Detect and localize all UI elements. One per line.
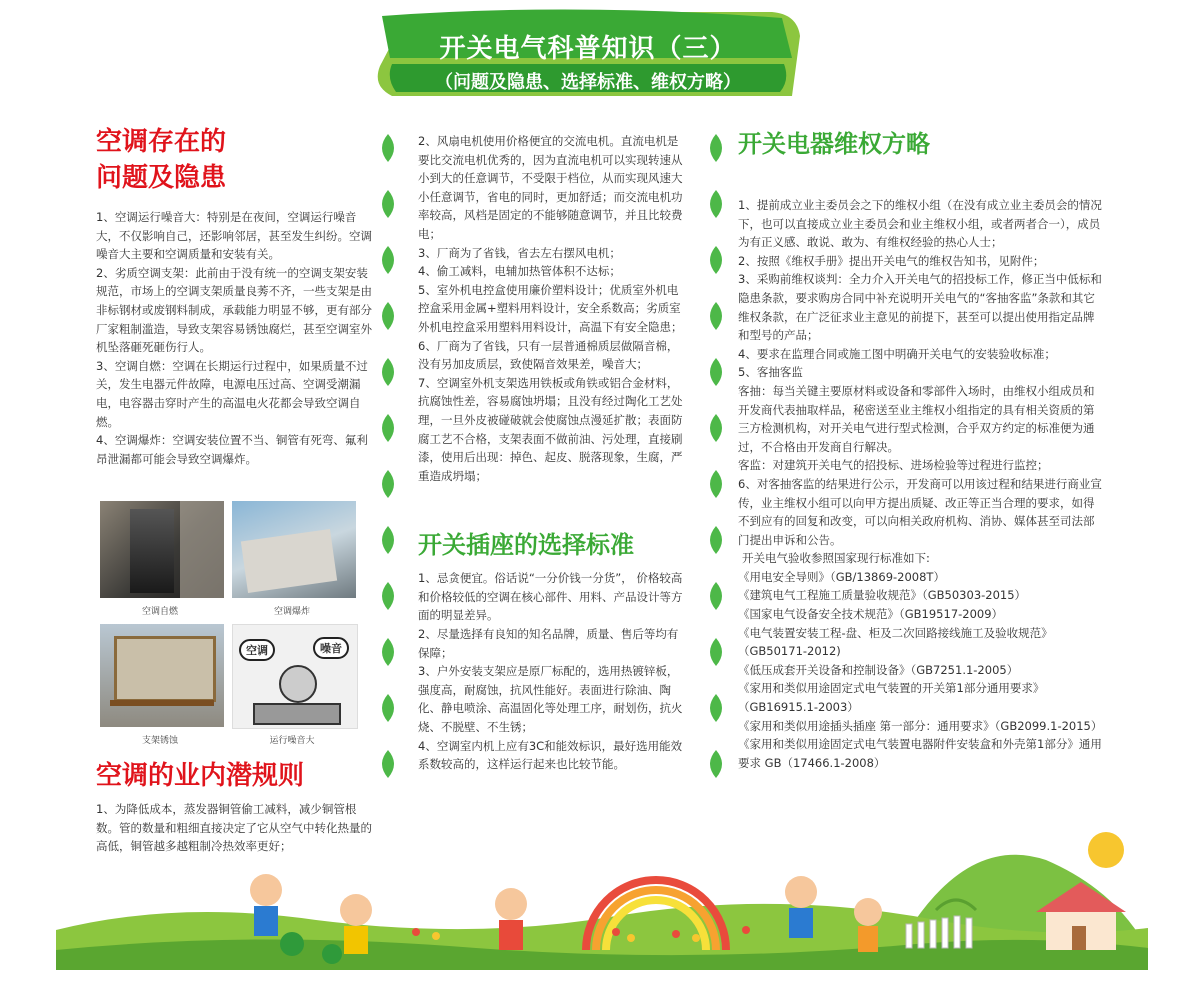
leaf-divider-left <box>374 126 402 826</box>
page-title: 开关电气科普知识（三） <box>439 34 737 64</box>
standard-item: 《用电安全导则》（GB/13869-2008T） <box>738 569 945 584</box>
industry-rules-text: 1、为降低成本，蒸发器铜管偷工减料，减少铜管根数。管的数量和粗细直接决定了它从空气中转化热量的高低，铜管越多越粗制冷热效率更好； <box>96 802 372 854</box>
photo-ac-explosion <box>232 501 356 598</box>
standard-item: 《电气装置安装工程-盘、柜及二次回路接线施工及验收规范》（GB50171-2012) <box>738 625 1053 659</box>
cartoon-landscape <box>56 820 1148 970</box>
caption-bracket-rust: 支架锈蚀 <box>141 736 178 746</box>
standard-item: 《家用和类似用途固定式电气装置的开关第1部分通用要求》（GB16915.1-2003） <box>738 681 1045 715</box>
standards-intro: 开关电气验收参照国家现行标准如下: <box>742 551 930 566</box>
section-heading-selection-standard: 开关插座的选择标准 <box>418 531 634 560</box>
right-column <box>738 128 1102 772</box>
photo-noise-cartoon <box>232 624 358 729</box>
problems-text: 1、空调运行噪音大：特别是在夜间，空调运行噪音大，不仅影响自己，还影响邻居，甚至发生纠纷。空调噪音大主要和空调质量和安装有关。 2、劣质空调支架：此前由于没有统一的空调支架安装规范，市场上的空调支架质量良莠不齐，一些支架是由非标钢材或废钢料制成，承载能力明显不够，更有部分厂家粗制滥造，导致支架容易锈蚀腐烂，甚至空调室外机坠落砸死砸伤行人。 3、空调自燃：空调在长期运行过程中，如果质量不过关，发生电器元件故障，电源电压过高、空调受潮漏电，电容器击穿时产生的高温电火花都会导致空调自燃。 4、空调爆炸：空调安装位置不当、铜管有死弯、氟利昂泄漏都可能会导致空调爆炸。 <box>96 210 372 466</box>
standard-item: 《家用和类似用途固定式电气装置电器附件安装盒和外壳第1部分》通用要求 GB（17466.1-2008） <box>738 737 1102 770</box>
standards-list <box>738 568 1102 773</box>
rights-strategy-text: 1、提前成立业主委员会之下的维权小组（在没有成立业主委员会的情况下，也可以直接成立业主委员会和业主维权小组，或者两者合一），成员为有正义感、敢说、敢为、有维权经验的热心人士； 2、按照《维权手册》提出开关电气的维权告知书，见附件； 3、采购前维权谈判：全力介入开关电气的招投标工作，修正当中低标和隐患条款，要求购房合同中补充说明开关电气的“客抽客监”条款和其它维权条款，在广泛征求业主意见的前提下，甚至可以提出使用指定品牌和型号的产品； 4、要求在监理合同或施工图中明确开关电气的安装验收标准； 5、客抽客监 客抽：每当关键主要原材料或设备和零部件入场时，由维权小组成员和开发商代表抽取样品，秘密送至业主维权小组指定的具有相关资质的第三方检测机构，对开关电气进行型式检测，合乎双方约定的标准便为通过，不合格由开发商自行解决。 客监：对建筑开关电气的招投标、进场检验等过程进行监控； 6、对客抽客监的结果进行公示，开发商可以用该过程和结果进行商业宣传，业主维权小组可以向甲方提出质疑、改正等正当合理的要求，如得不到应有的回复和改变，可以向相关政府机构、消协、媒体甚至司法部门提出申诉和公告。 <box>738 198 1102 547</box>
standard-item: 《低压成套开关设备和控制设备》（GB7251.1-2005） <box>738 662 1019 677</box>
caption-noise: 运行噪音大 <box>269 736 315 746</box>
standard-item: 《建筑电气工程施工质量验收规范》（GB50303-2015） <box>738 588 1027 603</box>
section-heading-rights-strategy: 开关电器维权方略 <box>738 130 930 158</box>
banner-shape <box>372 6 804 96</box>
section-heading-problems-line2: 问题及隐患 <box>96 163 227 193</box>
caption-ac-explosion: 空调爆炸 <box>273 607 310 617</box>
photo-bracket-rust <box>100 624 224 727</box>
caption-ac-fire: 空调自燃 <box>141 607 178 617</box>
leaf-divider-right <box>702 126 730 826</box>
selection-standard-text: 1、忌贪便宜。俗话说“一分价钱一分货”， 价格较高和价格较低的空调在核心部件、用料、产品设计等方面的明显差异。 2、尽量选择有良知的知名品牌，质量、售后等均有保障； 3、户外安装支架应是原厂标配的，选用热镀锌板，强度高，耐腐蚀，抗风性能好。表面进行除油、陶化、静电喷涂、高温固化等处理工序，耐划伤，抗火烧、不脱壁、不生锈； 4、空调室内机上应有3C和能效标识，最好选用能效系数较高的，这样运行起来也比较节能。 <box>418 571 683 772</box>
page-subtitle: （问题及隐患、选择标准、维权方略） <box>435 72 741 93</box>
section-heading-industry-rules: 空调的业内潜规则 <box>96 761 305 791</box>
left-column <box>96 124 372 468</box>
standard-item: 《家用和类似用途插头插座 第一部分：通用要求》（GB2099.1-2015） <box>738 718 1103 733</box>
section-heading-problems-line1: 空调存在的 <box>96 127 227 157</box>
middle-column <box>418 132 688 774</box>
bubble-ac: 空调 <box>239 639 275 661</box>
standard-item: 《国家电气设备安全技术规范》（GB19517-2009） <box>738 607 1004 622</box>
industry-rules-continued-text: 2、风扇电机使用价格便宜的交流电机。直流电机是要比交流电机优秀的，因为直流电机可以实现转速从小到大的任意调节，不受限于档位，从而实现风速大小任意调节，省电的同时，更加舒适；而交流电机功率较高，风档是固定的不能够随意调节，并且比较费电； 3、厂商为了省钱，省去左右摆风电机； 4、偷工减料，电辅加热管体积不达标； 5、室外机电控盒使用廉价塑料设计；优质室外机电控盒采用金属+塑料用料设计，安全系数高；劣质室外机电控盒采用塑料用料设计，高温下有安全隐患； 6、厂商为了省钱，只有一层普通棉质层做隔音棉，没有另加皮质层，致使隔音效果差，噪音大； 7、空调室外机支架选用铁板或角铁或铝合金材料，抗腐蚀性差，容易腐蚀坍塌；且没有经过陶化工艺处理，一旦外皮被碰破就会使腐蚀点漫延扩散；表面防腐工艺不合格，支架表面不做前油、污处理，直接刷漆，使用后出现：掉色、起皮、脱落现象，生腐，严重造成坍塌； <box>418 134 683 483</box>
bubble-noise: 噪音 <box>313 637 349 659</box>
photo-ac-fire <box>100 501 224 598</box>
